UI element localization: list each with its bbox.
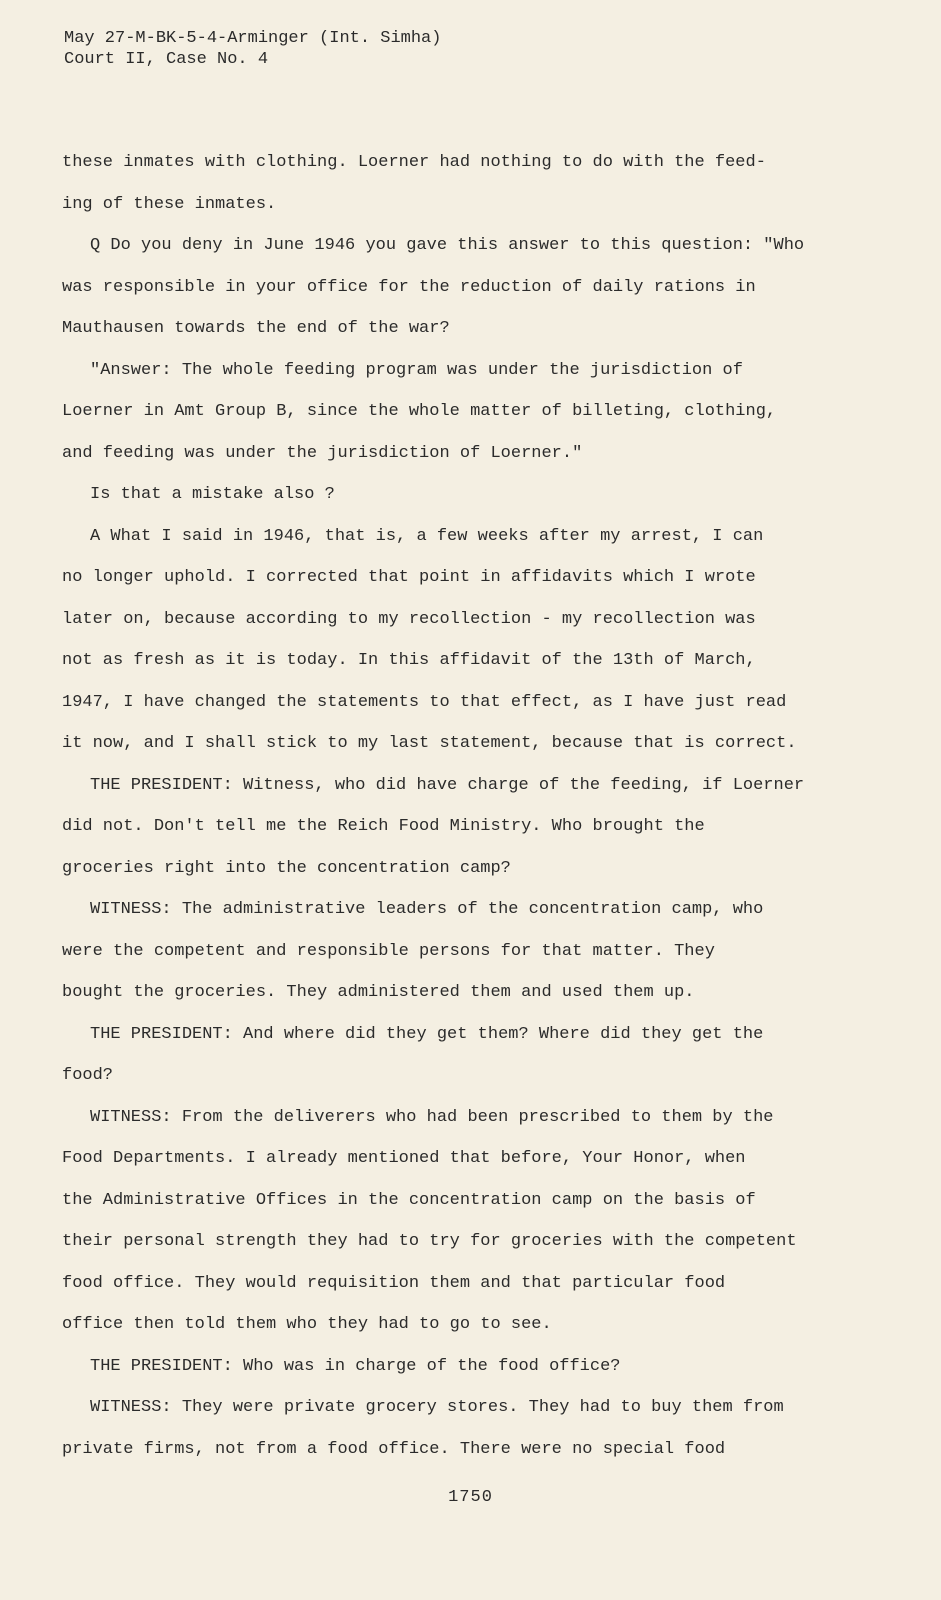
transcript-line: Q Do you deny in June 1946 you gave this answer to this question: "Who: [90, 236, 805, 255]
transcript-line: were the competent and responsible persons for that matter. They: [62, 941, 715, 961]
transcript-line: food office. They would requisition them and that particular food: [62, 1273, 726, 1293]
transcript-line: their personal strength they had to try for groceries with the competent: [62, 1232, 797, 1251]
header-reference-line: May 27-M-BK-5-4-Arminger (Int. Simha): [64, 29, 442, 48]
transcript-line: THE PRESIDENT: And where did they get them? Where did they get the: [90, 1024, 764, 1044]
transcript-line: Mauthausen towards the end of the war?: [62, 319, 450, 338]
transcript-line: 1947, I have changed the statements to that effect, as I have just read: [62, 692, 787, 712]
transcript-line: no longer uphold. I corrected that point in affidavits which I wrote: [62, 568, 756, 587]
transcript-line: THE PRESIDENT: Witness, who did have charge of the feeding, if Loerner: [90, 775, 805, 795]
transcript-line: private firms, not from a food office. There were no special food: [62, 1439, 726, 1459]
transcript-line: it now, and I shall stick to my last statement, because that is correct.: [62, 734, 797, 753]
transcript-line: WITNESS: They were private grocery stores. They had to buy them from: [90, 1398, 784, 1417]
transcript-line: food?: [62, 1066, 114, 1085]
transcript-line: WITNESS: From the deliverers who had been prescribed to them by the: [90, 1107, 774, 1127]
transcript-line: the Administrative Offices in the concentration camp on the basis of: [62, 1190, 756, 1210]
transcript-line: Food Departments. I already mentioned that before, Your Honor, when: [62, 1149, 746, 1168]
transcript-line: THE PRESIDENT: Who was in charge of the food office?: [90, 1356, 621, 1376]
transcript-line: and feeding was under the jurisdiction of Loerner.": [62, 443, 583, 463]
transcript-line: ing of these inmates.: [62, 194, 277, 214]
transcript-line: A What I said in 1946, that is, a few weeks after my arrest, I can: [90, 526, 764, 546]
transcript-line: WITNESS: The administrative leaders of the concentration camp, who: [90, 900, 764, 919]
transcript-line: office then told them who they had to go to see.: [62, 1315, 552, 1334]
transcript-line: groceries right into the concentration camp?: [62, 858, 511, 878]
transcript-line: Loerner in Amt Group B, since the whole matter of billeting, clothing,: [62, 402, 777, 421]
transcript-line: bought the groceries. They administered them and used them up.: [62, 983, 695, 1002]
transcript-body: [62, 149, 922, 1477]
transcript-line: was responsible in your office for the reduction of daily rations in: [62, 277, 756, 297]
transcript-line: did not. Don't tell me the Reich Food Ministry. Who brought the: [62, 817, 705, 836]
transcript-line: not as fresh as it is today. In this affidavit of the 13th of March,: [62, 651, 756, 670]
page-number: 1750: [448, 1488, 493, 1507]
header-court-case-line: Court II, Case No. 4: [64, 50, 269, 69]
document-header: [64, 28, 441, 70]
transcript-line: these inmates with clothing. Loerner had nothing to do with the feed-: [62, 153, 766, 172]
transcript-line: Is that a mistake also ?: [90, 485, 335, 504]
transcript-line: "Answer: The whole feeding program was under the jurisdiction of: [90, 360, 743, 380]
transcript-line: later on, because according to my recollection - my recollection was: [62, 609, 756, 629]
